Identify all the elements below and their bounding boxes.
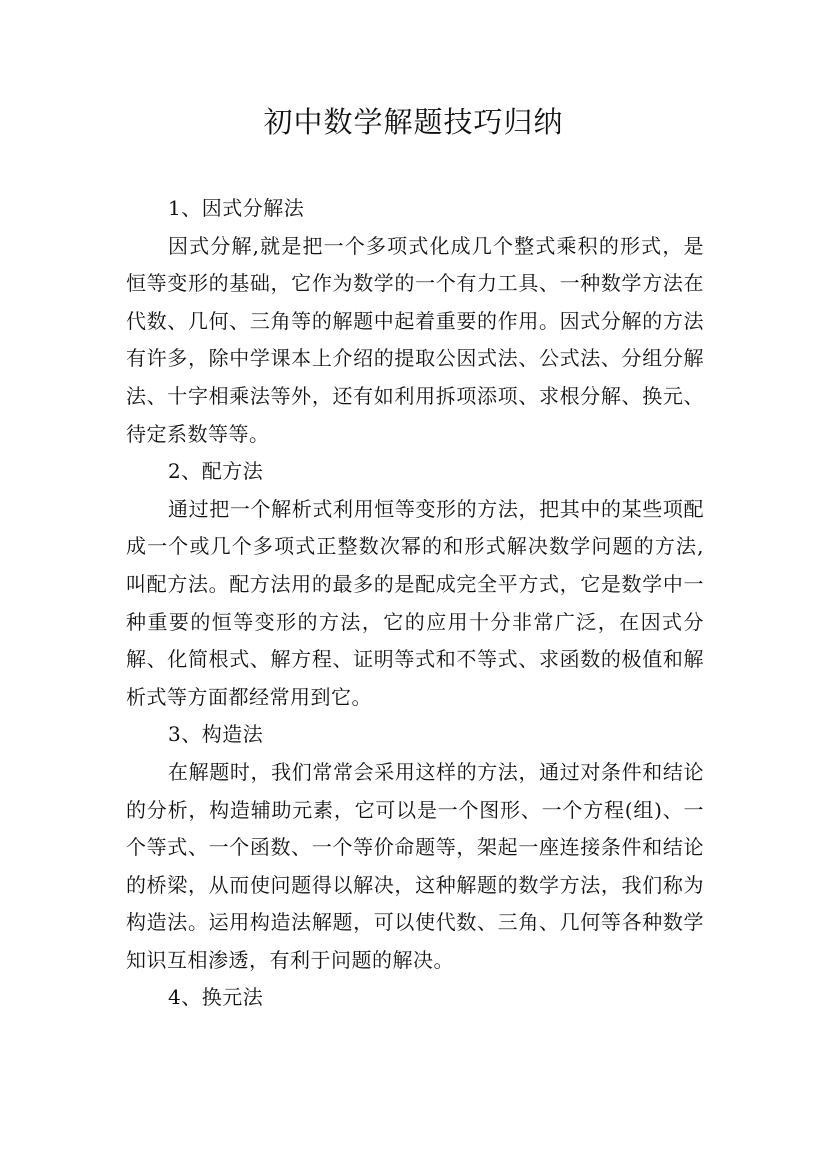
section-paragraph-factorization: 因式分解,就是把一个多项式化成几个整式乘积的形式，是恒等变形的基础，它作为数学的一个有力工具、一种数学方法在代数、几何、三角等的解题中起着重要的作用。因式分解的方法有许多，除中学课本上介绍的提取公因式法、公式法、分组分解法、十字相乘法等外，还有如利用拆项添项、求根分解、换元、待定系数等等。: [126, 233, 704, 446]
document-title: 初中数学解题技巧归纳: [263, 105, 564, 139]
section-heading-substitution: 4、换元法: [168, 985, 264, 1010]
section-paragraph-completing-square: 通过把一个解析式利用恒等变形的方法，把其中的某些项配成一个或几个多项式正整数次幂的和形式解决数学问题的方法,叫配方法。配方法用的最多的是配成完全平方式，它是数学中一种重要的恒等变形的方法，它的应用十分非常广泛，在因式分解、化简根式、解方程、证明等式和不等式、求函数的极值和解析式等方面都经常用到它。: [126, 496, 704, 709]
section-heading-completing-square: 2、配方法: [168, 459, 264, 484]
section-paragraph-construction: 在解题时，我们常常会采用这样的方法，通过对条件和结论的分析，构造辅助元素，它可以是一个图形、一个方程(组)、一个等式、一个函数、一个等价命题等，架起一座连接条件和结论的桥梁，从而使问题得以解决，这种解题的数学方法，我们称为构造法。运用构造法解题，可以使代数、三角、几何等各种数学知识互相渗透，有利于问题的解决。: [126, 759, 704, 972]
section-heading-factorization: 1、因式分解法: [168, 196, 305, 220]
document-body: [126, 190, 704, 1017]
section-heading-construction: 3、构造法: [168, 722, 264, 747]
